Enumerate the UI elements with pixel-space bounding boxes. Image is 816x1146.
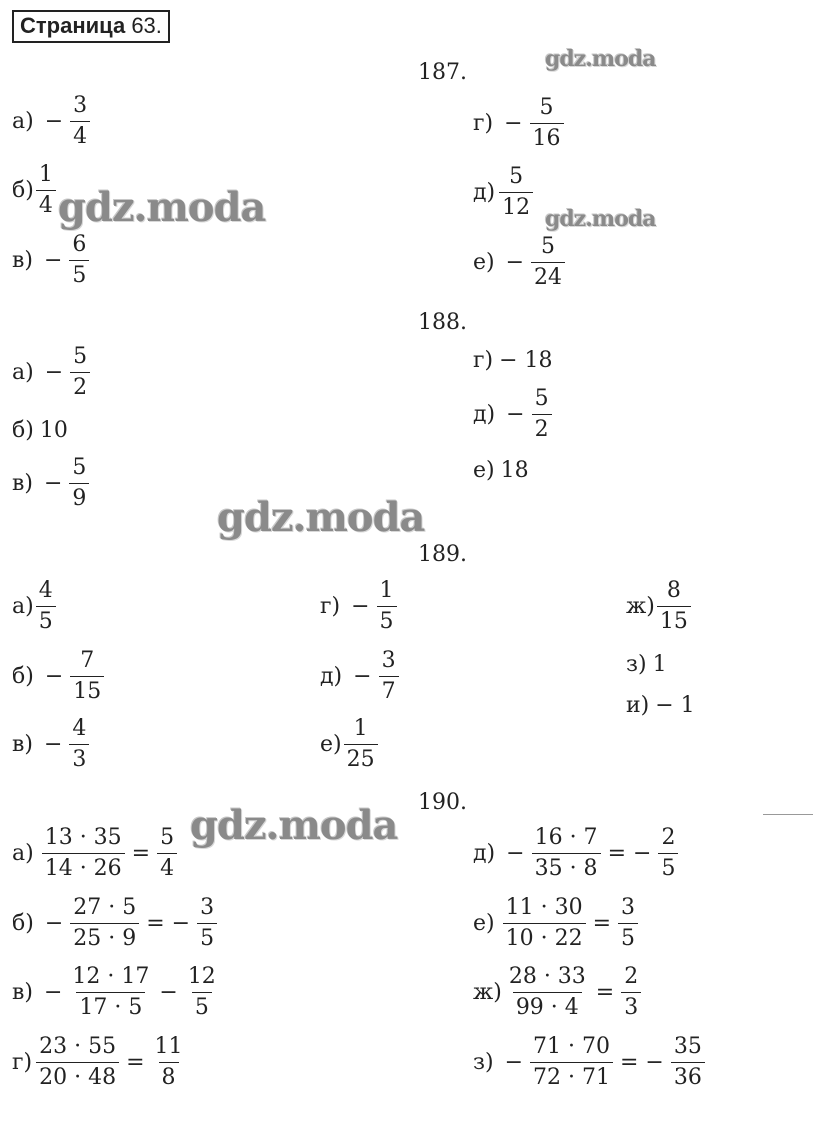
denominator: 15 bbox=[70, 676, 104, 703]
item-label: в) bbox=[12, 731, 33, 757]
answer-188-v bbox=[12, 457, 91, 510]
answer-187-e bbox=[473, 236, 567, 289]
item-label: г) bbox=[473, 110, 494, 136]
answer-190-z bbox=[473, 1036, 707, 1089]
numerator: 6 bbox=[72, 232, 87, 257]
answer-188-e bbox=[473, 460, 529, 482]
numerator: 5 bbox=[72, 455, 87, 480]
denominator: 72 · 71 bbox=[530, 1062, 613, 1089]
minus-sign: − bbox=[44, 108, 64, 134]
denominator: 16 bbox=[530, 123, 564, 150]
watermark-logo: gdz.moda bbox=[545, 206, 656, 232]
denominator: 4 bbox=[157, 853, 177, 880]
equals-sign: = bbox=[126, 1049, 145, 1075]
answer-190-b bbox=[12, 897, 219, 950]
item-label: а) bbox=[12, 593, 34, 619]
minus-sign: − bbox=[505, 249, 525, 275]
numerator: 2 bbox=[624, 964, 639, 989]
numerator: 5 bbox=[160, 825, 175, 850]
equals-sign: = − bbox=[620, 1049, 664, 1075]
denominator: 25 bbox=[344, 744, 378, 771]
answer-190-a bbox=[12, 827, 179, 880]
minus-sign: − bbox=[43, 470, 63, 496]
denominator: 35 · 8 bbox=[532, 853, 601, 880]
fraction bbox=[621, 966, 641, 1019]
answer-189-zh bbox=[626, 580, 693, 633]
equals-sign: = − bbox=[146, 910, 191, 936]
minus-sign: − bbox=[504, 1049, 524, 1075]
item-label: з) bbox=[473, 1049, 494, 1075]
numerator: 28 · 33 bbox=[508, 964, 586, 989]
numerator: 5 bbox=[509, 164, 524, 189]
problem-188-heading: 188. bbox=[418, 310, 467, 335]
denominator: 9 bbox=[69, 483, 89, 510]
fraction bbox=[530, 1036, 613, 1089]
fraction bbox=[157, 827, 177, 880]
numerator: 11 · 30 bbox=[505, 895, 583, 920]
value: 18 bbox=[500, 458, 529, 483]
fraction bbox=[70, 897, 139, 950]
denominator: 5 bbox=[197, 923, 217, 950]
numerator: 7 bbox=[80, 648, 95, 673]
item-label: д) bbox=[473, 401, 496, 427]
numerator: 4 bbox=[38, 578, 53, 603]
minus-sign: − bbox=[43, 731, 63, 757]
denominator: 5 bbox=[618, 923, 638, 950]
answer-190-e bbox=[473, 897, 640, 950]
numerator: 8 bbox=[666, 578, 681, 603]
answer-189-i bbox=[626, 695, 695, 717]
page-number: 63. bbox=[131, 13, 162, 38]
denominator: 10 · 22 bbox=[503, 923, 586, 950]
denominator: 24 bbox=[531, 262, 565, 289]
page-label-text: Страница bbox=[20, 13, 126, 38]
divider-line bbox=[763, 814, 813, 815]
denominator: 8 bbox=[159, 1062, 179, 1089]
item-label: и) bbox=[626, 693, 650, 718]
fraction bbox=[506, 966, 589, 1019]
item-label: е) bbox=[473, 458, 495, 483]
minus-sign: − bbox=[44, 359, 64, 385]
minus-sign: − bbox=[44, 910, 64, 936]
fraction bbox=[377, 580, 397, 633]
item-label: а) bbox=[12, 108, 34, 134]
answer-189-g bbox=[320, 580, 399, 633]
fraction bbox=[618, 897, 638, 950]
answer-187-d bbox=[473, 166, 535, 219]
fraction bbox=[531, 236, 565, 289]
answer-189-v bbox=[12, 718, 91, 771]
numerator: 23 · 55 bbox=[39, 1034, 117, 1059]
fraction bbox=[532, 388, 552, 441]
item-label: д) bbox=[320, 663, 343, 689]
fraction bbox=[69, 457, 89, 510]
item-label: е) bbox=[320, 731, 342, 757]
numerator: 5 bbox=[539, 95, 554, 120]
answer-187-b bbox=[12, 164, 58, 217]
minus-sign: − bbox=[159, 979, 178, 1005]
numerator: 16 · 7 bbox=[534, 825, 598, 850]
watermark-logo: gdz.moda bbox=[58, 184, 266, 231]
fraction bbox=[657, 580, 691, 633]
numerator: 5 bbox=[73, 344, 88, 369]
fraction bbox=[69, 966, 152, 1019]
numerator: 3 bbox=[73, 93, 88, 118]
fraction bbox=[185, 966, 219, 1019]
item-label: б) bbox=[12, 177, 34, 203]
problem-187-heading: 187. bbox=[418, 60, 467, 85]
fraction bbox=[152, 1036, 186, 1089]
fraction bbox=[70, 95, 90, 148]
answer-187-a bbox=[12, 95, 92, 148]
denominator: 5 bbox=[69, 260, 89, 287]
equals-sign: = bbox=[131, 840, 151, 866]
numerator: 5 bbox=[541, 234, 556, 259]
numerator: 35 bbox=[673, 1034, 702, 1059]
equals-sign: = bbox=[592, 910, 612, 936]
fraction bbox=[70, 650, 104, 703]
denominator: 4 bbox=[36, 190, 56, 217]
value: 1 bbox=[652, 652, 667, 677]
fraction bbox=[36, 580, 56, 633]
numerator: 3 bbox=[200, 895, 215, 920]
denominator: 15 bbox=[657, 606, 691, 633]
fraction bbox=[344, 718, 378, 771]
item-label: д) bbox=[473, 179, 496, 205]
page-label bbox=[12, 10, 170, 43]
minus-sign: − bbox=[43, 247, 63, 273]
numerator: 1 bbox=[38, 162, 53, 187]
minus-sign: − bbox=[506, 840, 525, 866]
numerator: 13 · 35 bbox=[44, 825, 122, 850]
numerator: 1 bbox=[379, 578, 394, 603]
value: − 18 bbox=[499, 348, 553, 373]
denominator: 14 · 26 bbox=[42, 853, 125, 880]
watermark-logo: gdz.moda bbox=[545, 46, 656, 72]
minus-sign: − bbox=[353, 663, 372, 689]
numerator: 71 · 70 bbox=[533, 1034, 610, 1059]
minus-sign: − bbox=[44, 663, 64, 689]
denominator: 5 bbox=[192, 992, 212, 1019]
answer-189-b bbox=[12, 650, 106, 703]
fraction bbox=[197, 897, 217, 950]
numerator: 11 bbox=[154, 1034, 183, 1059]
denominator: 5 bbox=[658, 853, 678, 880]
equals-sign: = bbox=[595, 979, 615, 1005]
item-label: в) bbox=[12, 470, 33, 496]
watermark-logo: gdz.moda bbox=[217, 494, 425, 541]
denominator: 5 bbox=[377, 606, 397, 633]
denominator: 4 bbox=[70, 121, 90, 148]
fraction bbox=[658, 827, 678, 880]
denominator: 25 · 9 bbox=[70, 923, 139, 950]
denominator: 7 bbox=[379, 676, 399, 703]
numerator: 5 bbox=[534, 386, 549, 411]
answer-188-d bbox=[473, 388, 554, 441]
item-label: ж) bbox=[473, 979, 502, 1005]
denominator: 99 · 4 bbox=[513, 992, 582, 1019]
numerator: 2 bbox=[661, 825, 676, 850]
minus-sign: − bbox=[506, 401, 525, 427]
numerator: 12 · 17 bbox=[72, 964, 150, 989]
item-label: г) bbox=[473, 348, 494, 373]
denominator: 2 bbox=[532, 414, 552, 441]
answer-188-b bbox=[12, 420, 68, 442]
answer-188-g bbox=[473, 350, 553, 372]
minus-sign: − bbox=[43, 979, 63, 1005]
numerator: 12 bbox=[187, 964, 216, 989]
denominator: 36 bbox=[671, 1062, 705, 1089]
numerator: 3 bbox=[621, 895, 636, 920]
problem-190-heading: 190. bbox=[418, 790, 467, 815]
fraction bbox=[36, 1036, 119, 1089]
fraction bbox=[69, 234, 89, 287]
fraction bbox=[42, 827, 125, 880]
numerator: 27 · 5 bbox=[73, 895, 137, 920]
denominator: 3 bbox=[69, 744, 89, 771]
answer-187-g bbox=[473, 97, 566, 150]
answer-190-v bbox=[12, 966, 221, 1019]
fraction bbox=[499, 166, 533, 219]
item-label: в) bbox=[12, 247, 33, 273]
problem-189-heading: 189. bbox=[418, 542, 467, 567]
answer-187-v bbox=[12, 234, 91, 287]
fraction bbox=[530, 97, 564, 150]
item-label: е) bbox=[473, 910, 495, 936]
value: − 1 bbox=[655, 693, 695, 718]
answer-190-d bbox=[473, 827, 680, 880]
answer-189-d bbox=[320, 650, 401, 703]
item-label: б) bbox=[12, 418, 34, 443]
fraction bbox=[671, 1036, 705, 1089]
answer-189-a bbox=[12, 580, 58, 633]
fraction bbox=[36, 164, 56, 217]
item-label: б) bbox=[12, 910, 34, 936]
fraction bbox=[69, 718, 89, 771]
item-label: ж) bbox=[626, 593, 655, 619]
denominator: 5 bbox=[36, 606, 56, 633]
denominator: 20 · 48 bbox=[36, 1062, 119, 1089]
denominator: 2 bbox=[70, 372, 90, 399]
numerator: 3 bbox=[381, 648, 396, 673]
item-label: в) bbox=[12, 979, 33, 1005]
item-label: е) bbox=[473, 249, 495, 275]
item-label: б) bbox=[12, 663, 34, 689]
item-label: д) bbox=[473, 840, 496, 866]
fraction bbox=[503, 897, 586, 950]
answer-188-a bbox=[12, 346, 92, 399]
answer-189-e bbox=[320, 718, 380, 771]
item-label: г) bbox=[12, 1049, 33, 1075]
answer-190-zh bbox=[473, 966, 643, 1019]
item-label: а) bbox=[12, 840, 34, 866]
denominator: 17 · 5 bbox=[76, 992, 145, 1019]
denominator: 12 bbox=[499, 192, 533, 219]
numerator: 1 bbox=[353, 716, 368, 741]
item-label: г) bbox=[320, 593, 341, 619]
fraction bbox=[70, 346, 90, 399]
fraction bbox=[379, 650, 399, 703]
item-label: з) bbox=[626, 652, 647, 677]
denominator: 3 bbox=[621, 992, 641, 1019]
minus-sign: − bbox=[504, 110, 523, 136]
numerator: 4 bbox=[72, 716, 87, 741]
value: 10 bbox=[39, 418, 68, 443]
fraction bbox=[532, 827, 601, 880]
equals-sign: = − bbox=[607, 840, 652, 866]
watermark-logo: gdz.moda bbox=[190, 802, 398, 849]
answer-189-z bbox=[626, 654, 667, 676]
answer-190-g bbox=[12, 1036, 188, 1089]
item-label: а) bbox=[12, 359, 34, 385]
minus-sign: − bbox=[351, 593, 370, 619]
